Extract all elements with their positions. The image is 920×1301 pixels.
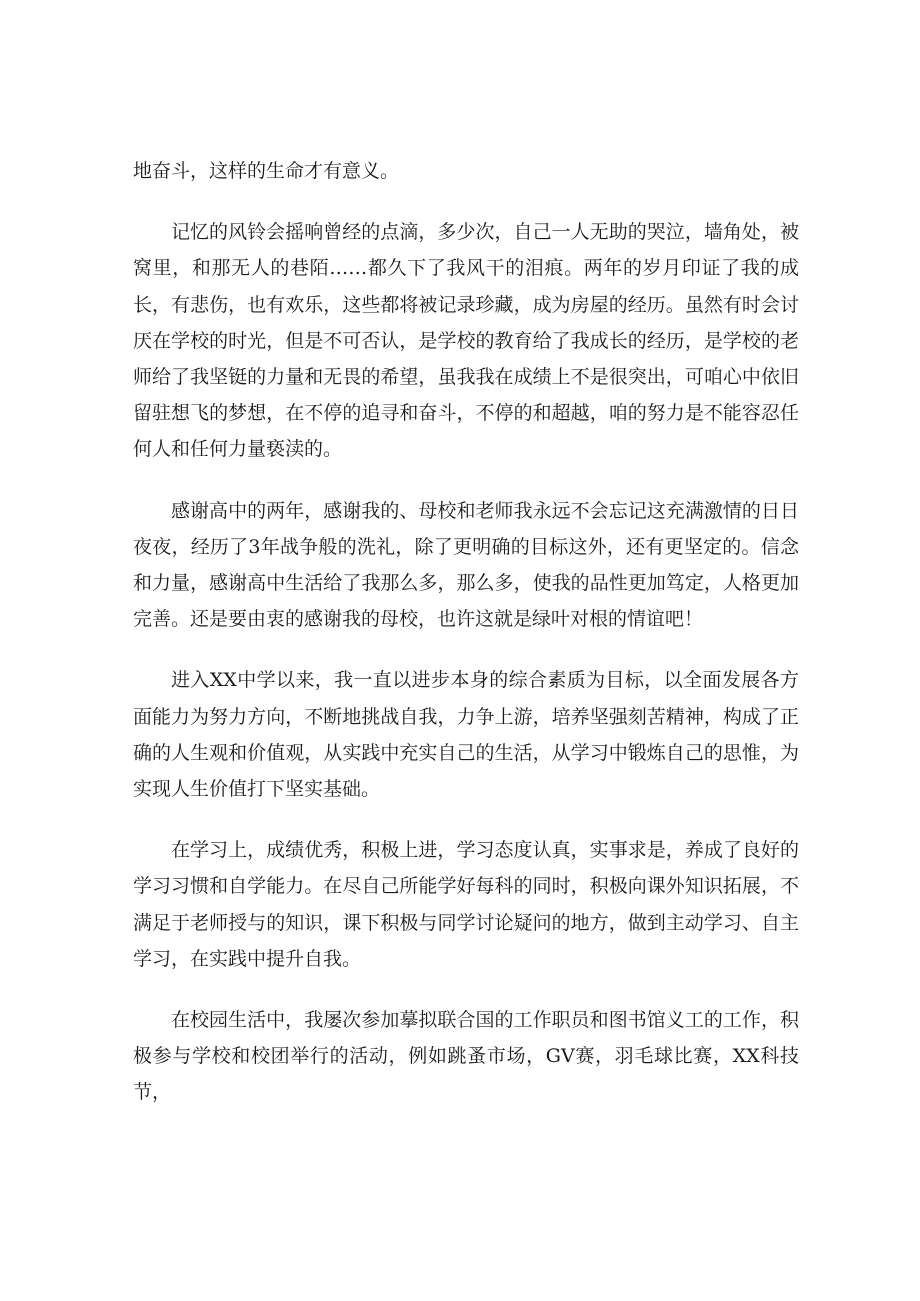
paragraph-study: 在学习上，成绩优秀，积极上进，学习态度认真，实事求是，养成了良好的学习习惯和自学能力。在尽自己所能学好每科的同时，积极向课外知识拓展，不满足于老师授与的知识，课下积极与同学讨论疑问的地方，做到主动学习、自主学习，在实践中提升自我。 [133, 839, 799, 970]
paragraph-gratitude: 感谢高中的两年，感谢我的、母校和老师我永远不会忘记这充满激情的日日夜夜，经历了3年战争般的洗礼，除了更明确的目标这外，还有更坚定的。信念和力量，感谢高中生活给了我那么多，那么多，使我的品性更加笃定，人格更加完善。还是要由衷的感谢我的母校，也许这就是绿叶对根的情谊吧！ [133, 499, 799, 631]
paragraph-continuation: 地奋斗，这样的生命才有意义。 [133, 160, 400, 182]
document-body [133, 153, 799, 1136]
paragraph-school-goals: 进入XX中学以来，我一直以进步本身的综合素质为目标，以全面发展各方面能力为努力方向，不断地挑战自我，力争上游，培养坚强刻苦精神，构成了正确的人生观和价值观，从实践中充实自己的生活，从学习中锻炼自己的思惟，为实现人生价值打下坚实基础。 [133, 669, 799, 801]
paragraph-campus-life: 在校园生活中，我屡次参加摹拟联合国的工作职员和图书馆义工的工作，积极参与学校和校团举行的活动，例如跳蚤市场，GV赛，羽毛球比赛，XX科技节， [133, 1009, 799, 1104]
paragraph-memories: 记忆的风铃会摇响曾经的点滴，多少次，自己一人无助的哭泣，墙角处，被窝里，和那无人的巷陌……都久下了我风干的泪痕。两年的岁月印证了我的成长，有悲伤，也有欢乐，这些都将被记录珍藏，成为房屋的经历。虽然有时会讨厌在学校的时光，但是不可否认，是学校的教育给了我成长的经历，是学校的老师给了我坚铤的力量和无畏的希望，虽我我在成绩上不是很突出，可咱心中依旧留驻想飞的梦想，在不停的追寻和奋斗，不停的和超越，咱的努力是不能容忍任何人和任何力量亵渎的。 [133, 221, 799, 461]
